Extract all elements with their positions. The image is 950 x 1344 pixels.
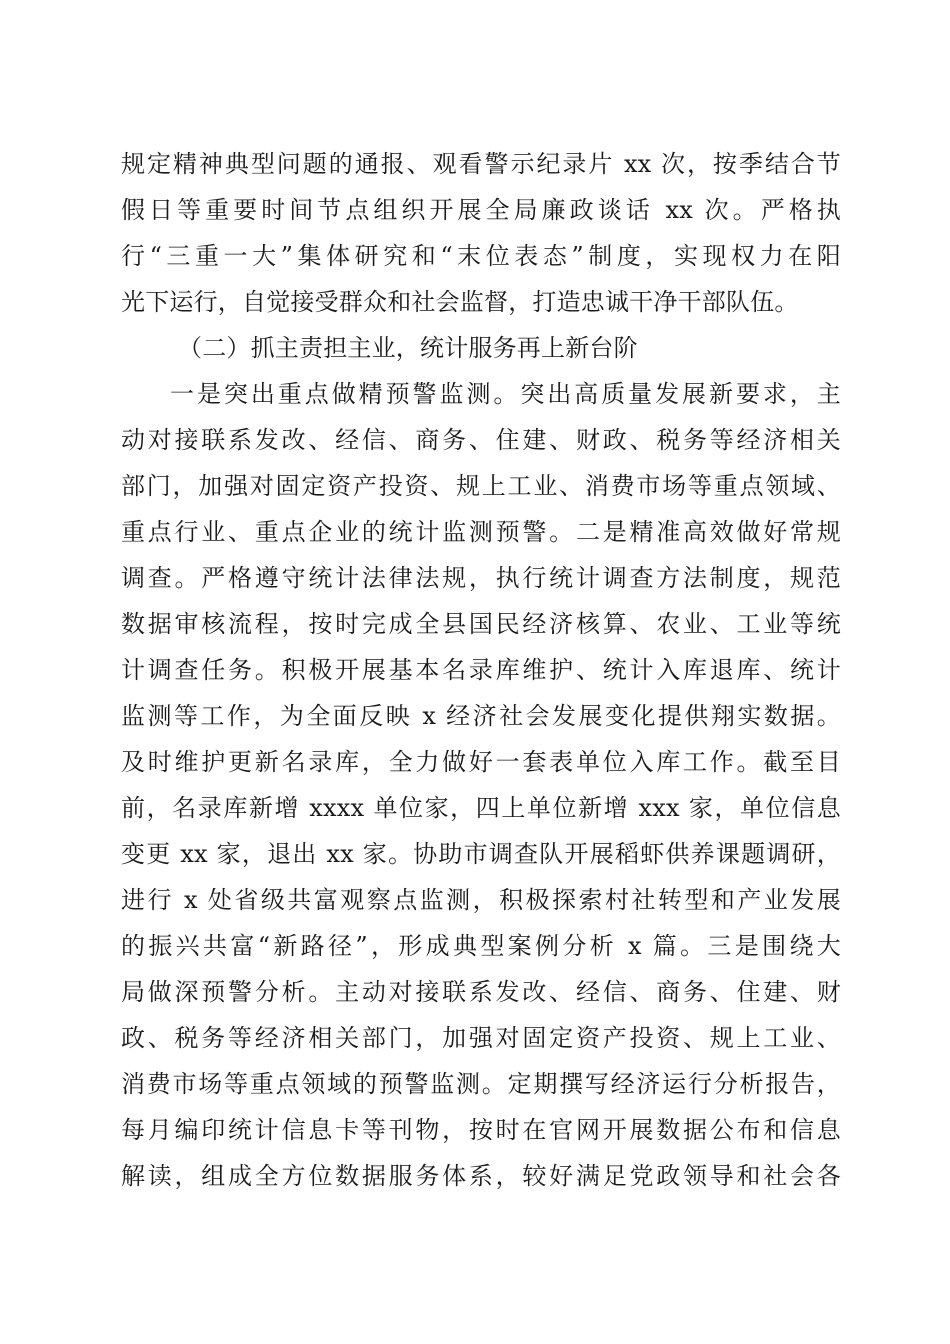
text-line: 部门，加强对固定资产投资、规上工业、消费市场等重点领域、 — [121, 472, 841, 500]
text-line: 数据审核流程，按时完成全县国民经济核算、农业、工业等统 — [121, 610, 841, 638]
text-line: 的振兴共富“新路径”，形成典型案例分析 x 篇。三是围绕大 — [121, 932, 841, 960]
text-line: 行“三重一大”集体研究和“末位表态”制度，实现权力在阳 — [121, 242, 841, 270]
text-line: 前，名录库新增 xxxx 单位家，四上单位新增 xxx 家，单位信息 — [121, 794, 841, 822]
text-line: 政、税务等经济相关部门，加强对固定资产投资、规上工业、 — [121, 1024, 841, 1052]
text-line: 计调查任务。积极开展基本名录库维护、统计入库退库、统计 — [121, 656, 841, 684]
text-line: 每月编印统计信息卡等刊物，按时在官网开展数据公布和信息 — [121, 1116, 841, 1144]
text-line: 规定精神典型问题的通报、观看警示纪录片 xx 次，按季结合节 — [121, 150, 841, 178]
text-line: 一是突出重点做精预警监测。突出高质量发展新要求，主 — [170, 380, 841, 408]
text-line: 变更 xx 家，退出 xx 家。协助市调查队开展稻虾供养课题调研， — [121, 840, 841, 868]
text-line: 调查。严格遵守统计法律法规，执行统计调查方法制度，规范 — [121, 564, 841, 592]
text-line: 假日等重要时间节点组织开展全局廉政谈话 xx 次。严格执 — [121, 196, 841, 224]
text-line: 光下运行，自觉接受群众和社会监督，打造忠诚干净干部队伍。 — [121, 288, 799, 316]
text-line: 动对接联系发改、经信、商务、住建、财政、税务等经济相关 — [121, 426, 841, 454]
text-line: 及时维护更新名录库，全力做好一套表单位入库工作。截至目 — [121, 748, 841, 776]
text-line: 局做深预警分析。主动对接联系发改、经信、商务、住建、财 — [121, 978, 841, 1006]
text-line: 解读，组成全方位数据服务体系，较好满足党政领导和社会各 — [121, 1162, 841, 1190]
text-line: 监测等工作，为全面反映 x 经济社会发展变化提供翔实数据。 — [121, 702, 841, 730]
text-line: 消费市场等重点领域的预警监测。定期撰写经济运行分析报告， — [121, 1070, 841, 1098]
text-line: 进行 x 处省级共富观察点监测，积极探索村社转型和产业发展 — [121, 886, 841, 914]
section-heading: （二）抓主责担主业，统计服务再上新台阶 — [178, 334, 638, 362]
text-line: 重点行业、重点企业的统计监测预警。二是精准高效做好常规 — [121, 518, 841, 546]
